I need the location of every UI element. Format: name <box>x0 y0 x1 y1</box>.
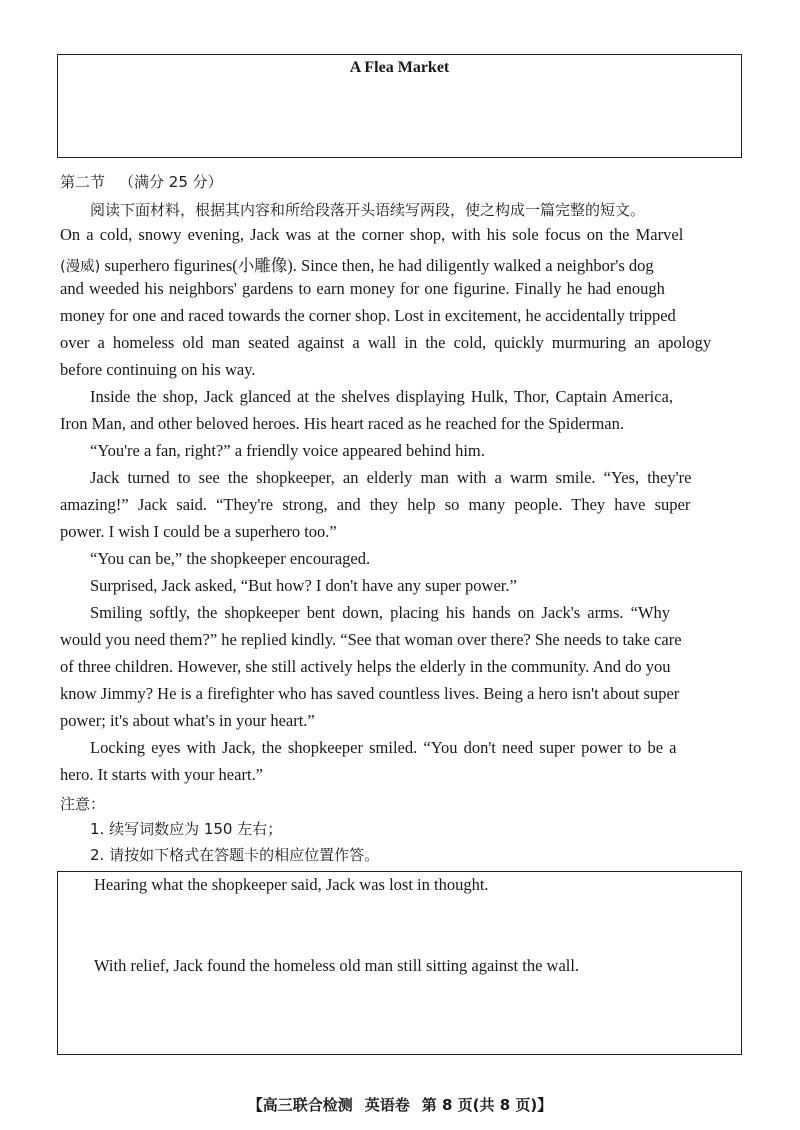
passage-line: Inside the shop, Jack glanced at the shelves displaying Hulk, Thor, Captain America, <box>90 387 673 406</box>
passage-line: Surprised, Jack asked, “But how? I don't have any super power.” <box>90 576 517 595</box>
note-item: 2. 请按如下格式在答题卡的相应位置作答。 <box>90 846 380 864</box>
page-footer <box>0 1094 800 1115</box>
note-item: 1. 续写词数应为 150 左右； <box>90 820 283 838</box>
passage-line: and weeded his neighbors' gardens to earn money for one figurine. Finally he had enough <box>60 279 665 298</box>
passage-line: On a cold, snowy evening, Jack was at the corner shop, with his sole focus on the Marvel <box>60 225 684 244</box>
paragraph-prompt-1: Hearing what the shopkeeper said, Jack was lost in thought. <box>94 875 489 894</box>
passage-title: A Flea Market <box>349 59 450 76</box>
passage-line: “You can be,” the shopkeeper encouraged. <box>90 549 371 568</box>
passage-line: would you need them?” he replied kindly. “See that woman over there? She needs to take care <box>60 630 682 649</box>
passage-line: amazing!” Jack said. “They're strong, and they help so many people. They have super <box>60 495 691 514</box>
passage-line: power; it's about what's in your heart.” <box>60 711 315 730</box>
passage-line: “You're a fan, right?” a friendly voice appeared behind him. <box>90 441 485 460</box>
section-points: （满分 25 分） <box>119 173 223 191</box>
passage-line: know Jimmy? He is a firefighter who has saved countless lives. Being a hero isn't about super <box>60 684 680 703</box>
passage-line: Jack turned to see the shopkeeper, an elderly man with a warm smile. “Yes, they're <box>90 468 692 487</box>
passage-line-with-cn <box>60 252 654 276</box>
paragraph-prompt-2: With relief, Jack found the homeless old man still sitting against the wall. <box>94 956 580 975</box>
passage-line: money for one and raced towards the corner shop. Lost in excitement, he accidentally tripped <box>60 306 676 325</box>
notes-heading: 注意： <box>60 795 106 813</box>
section-label: 第二节 <box>60 173 106 191</box>
footer-exam: 【高三联合检测 <box>247 1096 353 1114</box>
passage-line: of three children. However, she still actively helps the elderly in the community. And do you <box>60 657 671 676</box>
passage-line: Locking eyes with Jack, the shopkeeper smiled. “You don't need super power to be a <box>90 738 677 757</box>
footer-page: 第 8 页(共 8 页)】 <box>421 1096 553 1114</box>
passage-line: superhero figurines(小雕像). Since then, he had diligently walked a neighbor's dog <box>104 256 654 275</box>
answer-box <box>57 871 742 1055</box>
passage-line: Smiling softly, the shopkeeper bent down, placing his hands on Jack's arms. “Why <box>90 603 671 622</box>
title-box <box>57 54 742 158</box>
footer-subject: 英语卷 <box>364 1096 410 1114</box>
passage-line: power. I wish I could be a superhero too.” <box>60 522 337 541</box>
passage-line: hero. It starts with your heart.” <box>60 765 263 784</box>
section-heading <box>60 171 223 192</box>
passage-line: over a homeless old man seated against a wall in the cold, quickly murmuring an apology <box>60 333 712 352</box>
marvel-cn-gloss: (漫威) <box>60 259 101 275</box>
passage-line: before continuing on his way. <box>60 360 256 379</box>
task-instructions: 阅读下面材料，根据其内容和所给段落开头语续写两段，使之构成一篇完整的短文。 <box>90 201 646 219</box>
passage-line: Iron Man, and other beloved heroes. His heart raced as he reached for the Spiderman. <box>60 414 624 433</box>
